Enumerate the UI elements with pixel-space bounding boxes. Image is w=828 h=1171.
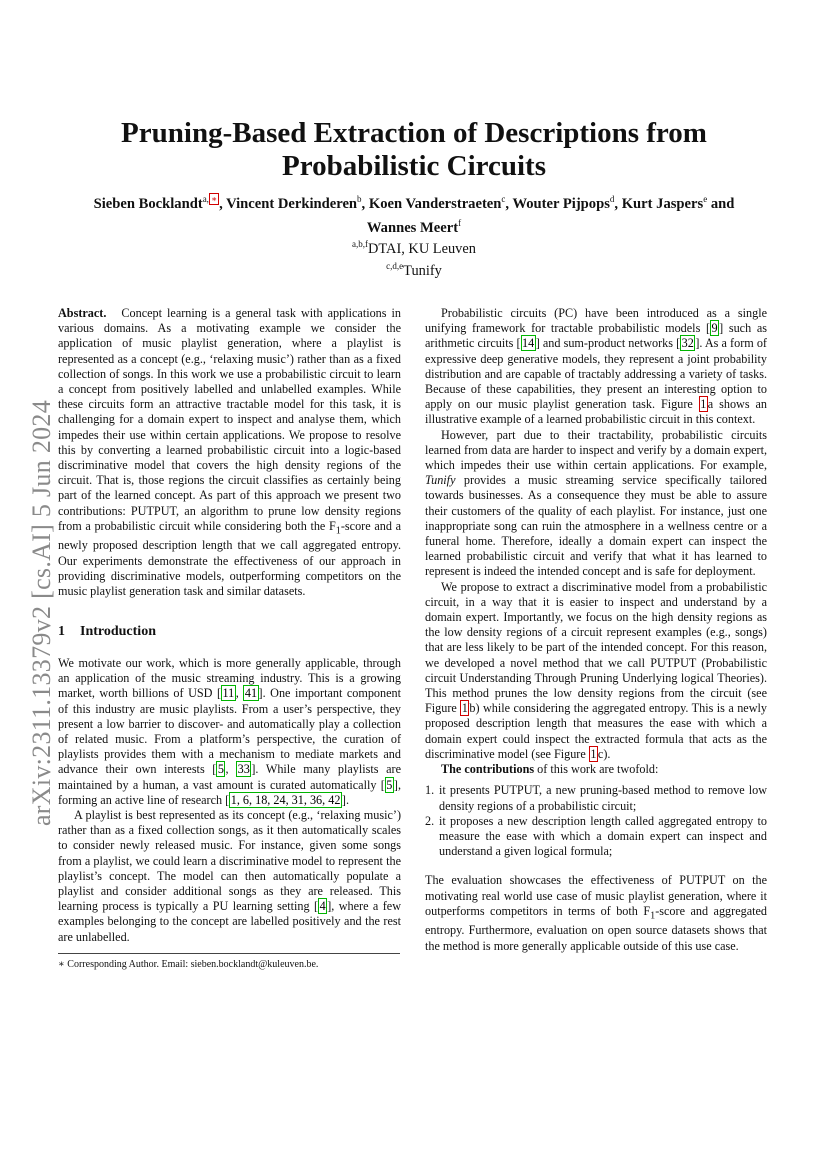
- citation-link[interactable]: 9: [711, 321, 718, 336]
- footnote: ∗ Corresponding Author. Email: sieben.bocklandt@kuleuven.be.: [58, 959, 319, 970]
- citation-link[interactable]: 5: [217, 762, 224, 777]
- citation-link[interactable]: 11: [222, 686, 235, 701]
- abstract-text: Concept learning is a general task with applications in various domains. As a motivating example we consider the application of music playlist generation, where a playlist is represented as a concept (e.g., ‘relaxing music’) rather than as a fixed collection of songs. In this work we use a probabilistic circuit to learn a concept from positively labelled and unlabelled examples. While these circuits form an attractive tractable model for this task, it is challenging for a domain expert to inspect and analyse them, which impedes their use within certain applications. We propose to resolve this by converting a learned probabilistic circuit into a logic-based discriminative model that covers the high density regions of the circuit. That is, those regions the circuit classifies as certainly being part of the learned concept. As part of this approach we present two contributions: PUTPUT, an algorithm to prune low density regions from a probabilistic circuit while considering both the F: [58, 306, 401, 533]
- author-name: Wouter Pijpops: [512, 195, 610, 212]
- citation-link[interactable]: 41: [244, 686, 258, 701]
- author-affil-sup: a, ∗: [202, 194, 218, 204]
- author-affil-sup: c: [501, 194, 506, 204]
- list-item: 2. it proposes a new description length called aggregated entropy to measure the ease with which a domain expert can inspect and understand a given logical formula;: [425, 813, 767, 859]
- paper-title: Pruning-Based Extraction of Descriptions from Probabilistic Circuits: [121, 117, 707, 182]
- corresponding-author-link[interactable]: ∗: [210, 194, 218, 204]
- figure-link[interactable]: 1: [590, 746, 597, 761]
- author-name: Kurt Jaspers: [621, 195, 704, 212]
- affiliations: [60, 236, 768, 280]
- affiliation-line: $^{c,d,e}$Tunify: [386, 260, 442, 279]
- paragraph: Probabilistic circuits (PC) have been introduced as a single unifying framework for tractable probabilistic models [ 9 ] such as arithmetic circuits [ 14 ] and sum-product networks [ 32 ]. As a form of expressive deep generative models, they represent a joint probability distribution and are capable of tractably addressing a variety of tasks. Because of these capabilities, they present an interesting option to apply on our music playlist generation task. Figure 1 a shows an illustrative example of a learned probabilistic circuit in this context.: [425, 306, 767, 427]
- citation-link[interactable]: 4: [319, 899, 326, 914]
- abstract-label: Abstract.: [58, 306, 107, 320]
- paragraph: The contributions of this work are twofold:: [441, 762, 659, 777]
- arxiv-id: arXiv:2311.13379v2 [cs.AI] 5 Jun 2024: [27, 399, 56, 826]
- paragraph: A playlist is best represented as its concept (e.g., ‘relaxing music’) rather than as a fixed collection songs, as it then automatically scales to consider newly released music. For instance, given some songs from a playlist, we could learn a discriminative model to represent the playlist’s concept. The model can then automatically populate a playlist and consider additional songs as they are released. This learning process is typically a PU learning setting [ 4 ], where a few examples belonging to the concept are labelled positively and the rest are unlabelled.: [58, 808, 402, 944]
- citation-link[interactable]: 33: [237, 762, 250, 777]
- section-number: 1: [58, 624, 65, 639]
- figure-link[interactable]: 1: [700, 397, 707, 412]
- affiliation-line: $^{a,b,f}$DTAI, KU Leuven: [352, 239, 476, 257]
- abstract: Abstract. Concept learning is a general task with applications in various domains. As a motivating example we consider the application of music playlist generation, where a playlist is represented as a concept (e.g., ‘relaxing music’) rather than as a fixed collection of songs. In this work we use a probabilistic circuit to learn a concept from positively labelled and unlabelled examples. While these circuits form an attractive tractable model for this task, it is challenging for a domain expert to inspect and analyse them, which impedes their use within certain applications. We propose to resolve this by converting a learned probabilistic circuit into a logic-based discriminative model that covers the high density regions of the circuit. That is, those regions the circuit classifies as certainly being part of the learned concept. As part of this approach we present two contributions: PUTPUT, an algorithm to prune low density regions from a probabilistic circuit while considering both the $F_1$-score and a newly proposed description length that we call aggregated entropy. Our experiments demonstrate the effectiveness of our approach in providing discriminative models, outperforming competitors on the music playlist generation task and similar datasets.: [58, 306, 401, 599]
- arxiv-watermark: [22, 385, 62, 840]
- citation-link[interactable]: 5: [386, 777, 393, 792]
- author-name: Wannes Meert: [366, 219, 459, 236]
- citation-link[interactable]: 1, 6, 18, 24, 31, 36, 42: [230, 792, 341, 807]
- right-column: [425, 306, 767, 954]
- author-name: Koen Vanderstraeten: [368, 195, 502, 212]
- citation-link[interactable]: 32: [681, 336, 694, 351]
- footnote-rule: [58, 953, 400, 954]
- author-name: Sieben Bocklandt: [93, 195, 203, 212]
- paragraph: We motivate our work, which is more generally applicable, through an application of the music streaming industry. This is a growing market, worth billions of USD [ 11 , 41 ]. One important component of this industry are music playlists. From a user’s perspective, they present a low barrier to discover- and automatically play a collection of related music. From a platform’s perspective, the curation of playlists provides them with a mechanism to mediate markets and advance their own interests [ 5 , 33 ]. While many playlists are maintained by a human, a vast amount is curated automatically [ 5 ], forming an active line of research [ 1, 6, 18, 24, 31, 36, 42 ].: [58, 656, 402, 807]
- intro-column: [58, 656, 401, 945]
- paragraph: However, part due to their tractability, probabilistic circuits learned from data are harder to inspect and verify by a domain expert, which impedes their use within certain applications. For example, Tunify provides a music streaming service specifically tailored towards businesses. As a consequence they must be able to assure their customers of the quality of each playlist. For instance, just one inappropriate song can ruin the atmosphere in a wellness centre or a funeral home. Therefore, ideally a domain expert can inspect the learned probabilistic circuit and verify that what it has learned to represent is indeed the intended concept and is safe for deployment.: [425, 427, 767, 579]
- author-affil-sup: d: [609, 194, 615, 204]
- paragraph: We propose to extract a discriminative model from a probabilistic circuit, in a way that it is easier to inspect and understand by a domain expert. Importantly, we focus on the high density regions as the low density regions of a circuit represent examples (e.g., songs) that are less likely to be part of the intended concept. For this reason, we developed a novel method that we call PUTPUT (Probabilistic circuit Understanding Through Pruning Underlying logical Theories). This method prunes the low density regions from the circuit (see Figure 1 b) while considering the aggregated entropy. This is a newly proposed description length that measures the ease with which a domain expert could inspect the extracted formula that acts as the discriminative model (see Figure 1 c).: [425, 579, 767, 761]
- author-affil-sup: f: [458, 217, 462, 228]
- paragraph: The evaluation showcases the effectiveness of PUTPUT on the motivating real world use case of music playlist generation, where it outperforms competitors in terms of both $F_1$-score and aggregated entropy. Furthermore, evaluation on open source datasets shows that the method is more generally applicable outside of this use case.: [425, 873, 768, 953]
- section-heading: [58, 624, 156, 640]
- author-affil-sup: b: [357, 194, 362, 204]
- list-item: 1. it presents PUTPUT, a new pruning-based method to remove low density regions of a probabilistic circuit;: [425, 783, 767, 813]
- author-name: Vincent Derkinderen: [226, 195, 358, 212]
- author-affil-sup: e: [703, 194, 708, 204]
- figure-link[interactable]: 1: [461, 701, 468, 716]
- citation-link[interactable]: 14: [522, 336, 535, 351]
- contribution-list: [425, 783, 767, 859]
- section-title: Introduction: [80, 624, 156, 639]
- author-list: Sieben Bocklandt$^{a, ∗}$ , Vincent Derkinderen$^b$, Koen Vanderstraeten$^c$, Wouter Pijpops$^d$, Kurt Jaspers$^e$ and Wannes Meert$^f$: [93, 194, 735, 236]
